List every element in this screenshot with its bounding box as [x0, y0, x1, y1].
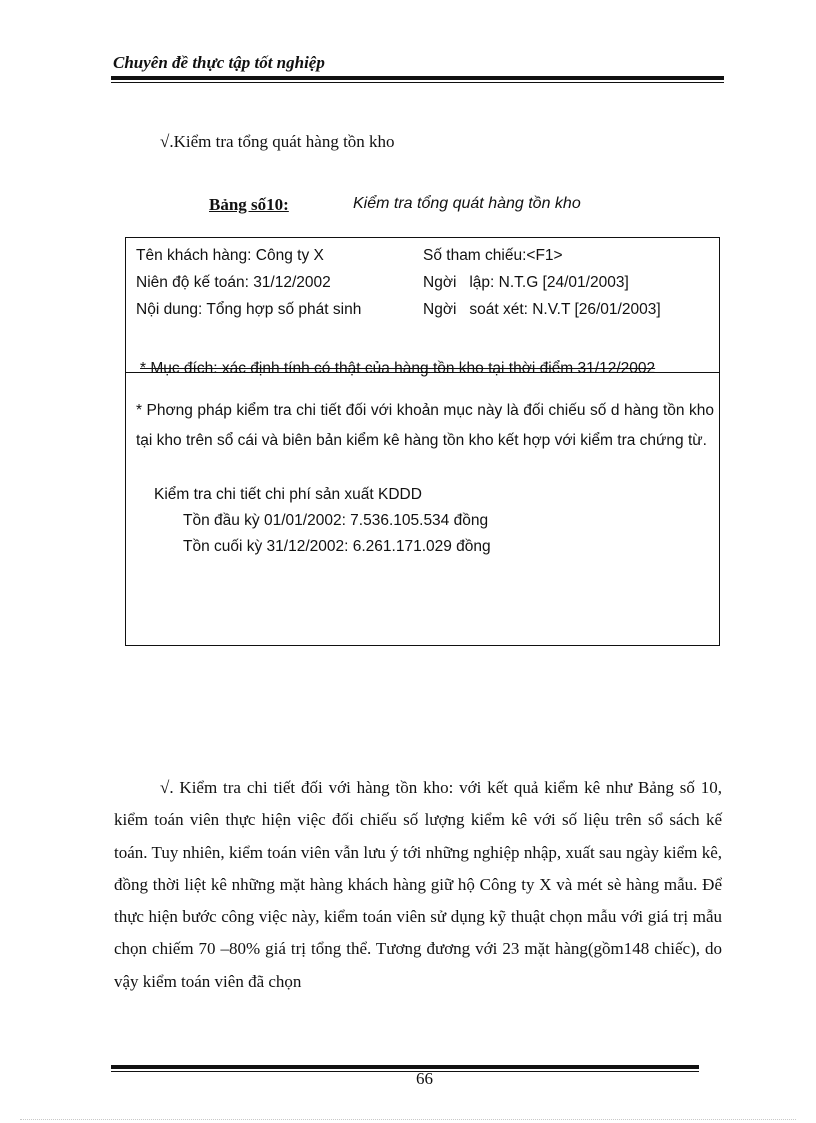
worksheet-box — [125, 237, 720, 646]
opening-balance: Tồn đầu kỳ 01/01/2002: 7.536.105.534 đồng — [183, 512, 489, 529]
detail-heading: Kiểm tra chi tiết chi phí sản xuất KDDD — [154, 486, 422, 503]
client-name: Tên khách hàng: Công ty X — [136, 247, 324, 264]
method-paragraph: * Phơng pháp kiểm tra chi tiết đối với khoản mục này là đối chiếu số d hàng tồn kho tại kho trên sổ cái và biên bản kiểm kê hàng tồn kho kết hợp với kiểm tra chứng từ. — [136, 402, 714, 449]
section-heading: √.Kiểm tra tổng quát hàng tồn kho — [160, 132, 395, 151]
body-paragraph-block — [114, 772, 722, 998]
reviewed-by: Ngời soát xét: N.V.T [26/01/2003] — [423, 301, 661, 318]
footer-rule-thin — [111, 1071, 699, 1072]
accounting-period: Niên độ kế toán: 31/12/2002 — [136, 274, 331, 291]
worksheet-content: Nội dung: Tổng hợp số phát sinh — [136, 301, 362, 318]
footer-rule-thick — [111, 1065, 699, 1069]
header-rule-thick — [111, 76, 724, 80]
body-paragraph: √. Kiểm tra chi tiết đối với hàng tồn kho: với kết quả kiểm kê như Bảng số 10, kiểm toán viên thực hiện việc đối chiếu số lượng kiểm kê với số liệu trên sổ sách kế toán. Tuy nhiên, kiểm toán viên vẫn lưu ý tới những nghiệp nhập, xuất sau ngày kiểm kê, đồng thời liệt kê những mặt hàng khách hàng giữ hộ Công ty X và mét sè hàng mẫu. Để thực hiện bước công việc này, kiểm toán viên sử dụng kỹ thuật chọn mẫu với giá trị mẫu chọn chiếm 70 –80% giá trị tổng thể. Tương đương với 23 mặt hàng(gồm148 chiếc), do vậy kiểm toán viên đã chọn — [114, 778, 722, 991]
table-caption-title: Kiểm tra tổng quát hàng tồn kho — [353, 195, 581, 212]
closing-balance: Tồn cuối kỳ 31/12/2002: 6.261.171.029 đồng — [183, 538, 491, 555]
page-header-title: Chuyên đề thực tập tốt nghiệp — [113, 53, 325, 72]
header-rule-thin — [111, 82, 724, 83]
purpose-line: * Mục đích: xác định tính có thật của hàng tồn kho tại thời điểm 31/12/2002 — [140, 360, 656, 377]
table-caption-label: Bảng số10: — [209, 195, 289, 214]
page-bottom-border — [20, 1119, 796, 1120]
page-number: 66 — [416, 1069, 433, 1088]
prepared-by: Ngời lập: N.T.G [24/01/2003] — [423, 274, 629, 291]
reference-number: Số tham chiếu:<F1> — [423, 247, 563, 264]
